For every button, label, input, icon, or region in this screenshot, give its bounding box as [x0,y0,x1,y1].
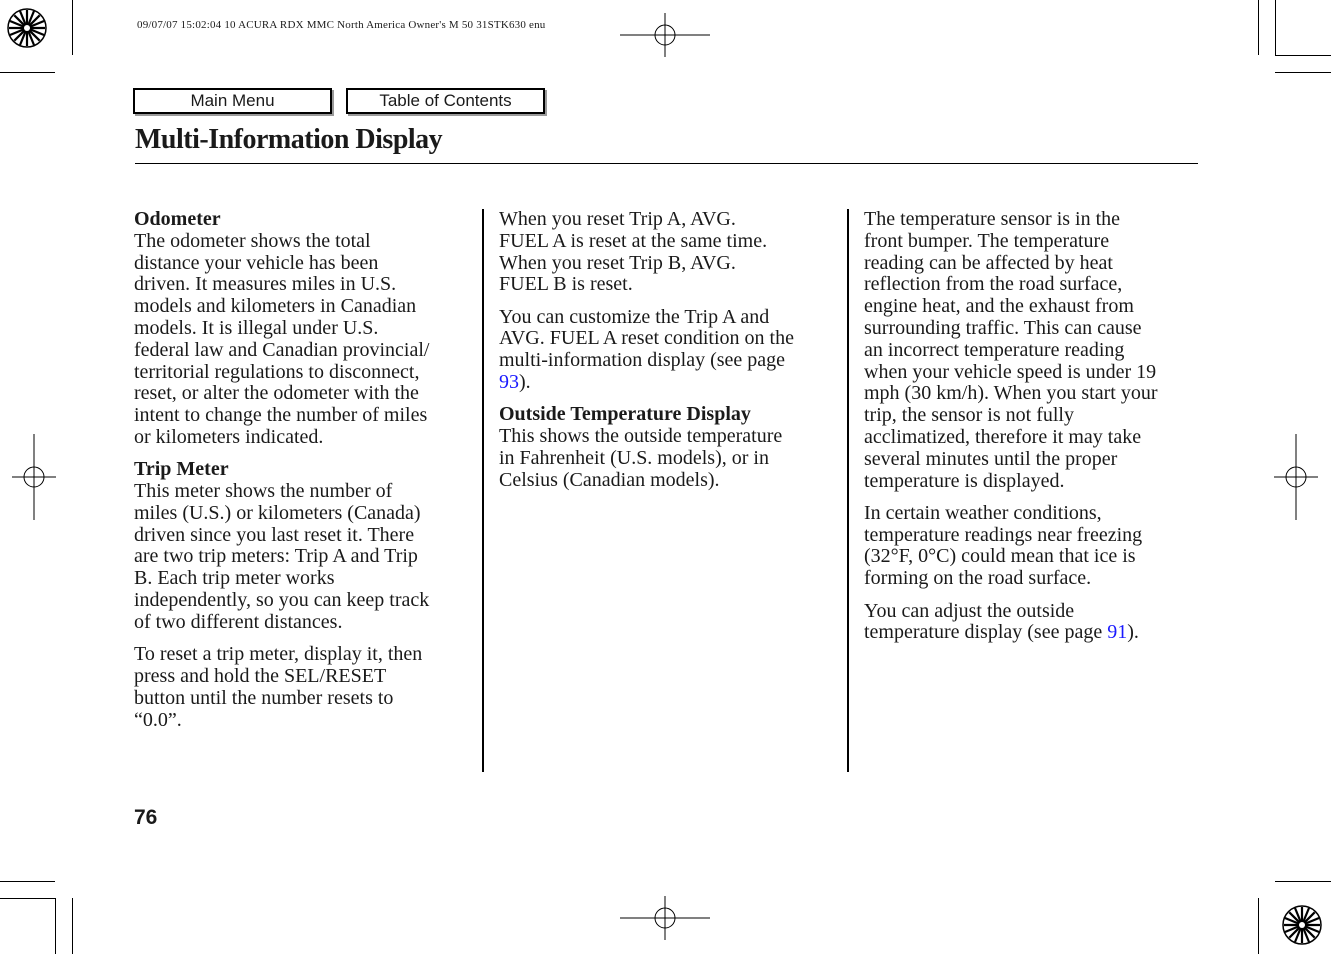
adjust-text: You can adjust the outside temperature display (see page [864,599,1103,644]
weather-paragraph: In certain weather conditions, temperature readings near freezing (32°F, 0°C) could mean that ice is forming on the road surface. [864,501,1143,590]
crop-mark [1275,72,1331,73]
odometer-heading: Odometer [134,208,221,230]
crosshair-icon [620,896,710,940]
main-menu-button[interactable]: Main Menu [133,88,332,114]
print-stamp: 09/07/07 15:02:04 10 ACURA RDX MMC North America Owner's M 50 31STK630 enu [137,19,546,31]
registration-sunburst-icon [0,0,60,60]
adjust-text-end: ). [1127,621,1139,644]
customize-text-end: ). [519,371,531,394]
crosshair-icon [620,13,710,57]
odometer-paragraph: The odometer shows the total distance your vehicle has been driven. It measures miles in U.S. models and kilometers in Canadian models. It is illegal under U.S. federal law and Canadian provincial/ territorial regulations to disconnect, reset, or alter the odometer with the intent to change the number of miles or kilometers indicated. [134,229,430,448]
sensor-paragraph: The temperature sensor is in the front bumper. The temperature reading can be affected by heat reflection from the road surface, engine heat, and the exhaust from surrounding traffic. This can cause an incorrect temperature reading when your vehicle speed is under 19 mph (30 km/h). When you start your trip, the sensor is not fully acclimatized, therefore it may take several minutes until the proper temperature is displayed. [864,208,1158,492]
crop-mark [1258,0,1259,55]
customize-paragraph [499,307,839,394]
crop-mark [55,898,56,954]
crop-mark [1275,881,1331,882]
adjust-paragraph [864,601,1204,645]
customize-text: You can customize the Trip A and AVG. FUEL A reset condition on the multi-information display (see page [499,305,794,372]
page-title: Multi-Information Display [135,124,443,155]
column-1 [134,209,474,742]
trip-meter-heading: Trip Meter [134,458,229,481]
crosshair-icon [1274,434,1318,520]
crop-mark [72,0,73,55]
crop-mark [0,881,55,882]
registration-sunburst-icon [1276,897,1331,954]
reset-paragraph: To reset a trip meter, display it, then press and hold the SEL/RESET button until the number resets to “0.0”. [134,643,423,731]
crop-mark [0,898,55,899]
page-93-link[interactable]: 93 [499,371,519,394]
outside-temperature-paragraph: This shows the outside temperature in Fahrenheit (U.S. models), or in Celsius (Canadian models). [499,425,783,491]
crop-mark [72,898,73,954]
column-3 [864,209,1204,655]
trip-meter-paragraph: This meter shows the number of miles (U.S.) or kilometers (Canada) driven since you last reset it. There are two trip meters: Trip A and Trip B. Each trip meter works independently, so you can keep track of two different distances. [134,480,430,633]
outside-temperature-heading: Outside Temperature Display [499,403,751,426]
crop-mark [1275,0,1276,55]
crosshair-icon [12,434,56,520]
crop-mark [1258,898,1259,954]
crop-mark [1275,55,1331,56]
title-divider [135,163,1198,164]
table-of-contents-button[interactable]: Table of Contents [346,88,545,114]
column-divider [482,209,484,772]
page-91-link[interactable]: 91 [1107,621,1128,644]
page-number: 76 [134,806,158,829]
column-2 [499,209,839,502]
column-divider [847,209,849,772]
crop-mark [0,72,55,73]
reset-avg-paragraph: When you reset Trip A, AVG. FUEL A is reset at the same time. When you reset Trip B, AVG. FUEL B is reset. [499,208,768,296]
